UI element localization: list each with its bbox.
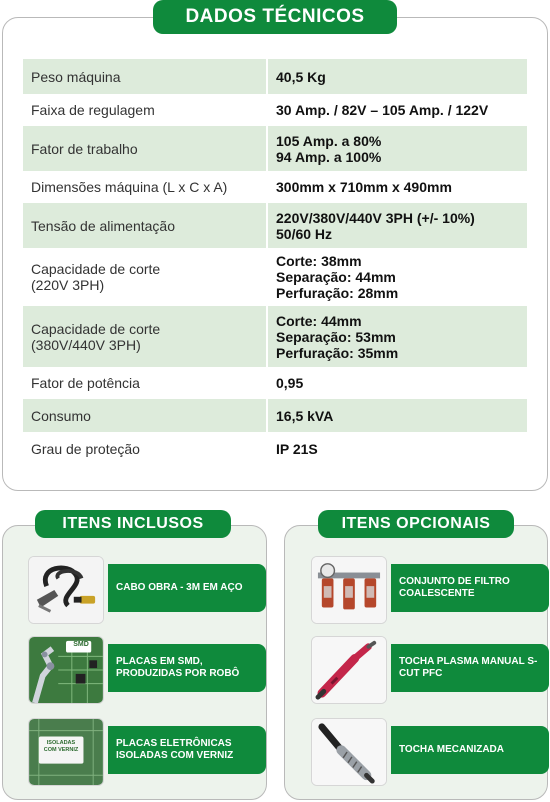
spec-label: Peso máquina	[23, 59, 267, 94]
spec-label: Capacidade de corte (380V/440V 3PH)	[23, 306, 267, 367]
included-item-label: CABO OBRA - 3M EM AÇO	[108, 564, 266, 612]
spec-row	[23, 126, 527, 171]
optional-section-title: ITENS OPCIONAIS	[318, 510, 514, 538]
spec-label: Capacidade de corte (220V 3PH)	[31, 261, 161, 293]
spec-value: 0,95	[267, 367, 527, 399]
optional-item-label: TOCHA PLASMA MANUAL S-CUT PFC	[391, 644, 549, 692]
included-section-title: ITENS INCLUSOS	[35, 510, 231, 538]
ground-cable-clamp-icon	[28, 556, 104, 624]
smd-image-text: SMD	[73, 641, 89, 648]
spec-label: Fator de trabalho	[23, 126, 267, 171]
optional-panel	[284, 525, 548, 800]
spec-value: 300mm x 710mm x 490mm	[267, 171, 527, 203]
spec-value: Corte: 44mm Separação: 53mm Perfuração: 35mm	[267, 306, 527, 367]
spec-label: Faixa de regulagem	[31, 102, 155, 118]
optional-item-label: CONJUNTO DE FILTRO COALESCENTE	[391, 564, 549, 612]
included-item-label: PLACAS ELETRÔNICAS ISOLADAS COM VERNIZ	[108, 726, 266, 774]
manual-plasma-torch-icon	[311, 636, 387, 704]
spec-row	[23, 367, 527, 399]
spec-label: Fator de potência	[31, 375, 140, 391]
spec-value: 16,5 kVA	[267, 399, 527, 432]
spec-label: Dimensões máquina (L x C x A)	[31, 179, 228, 195]
smd-robot-board-icon	[28, 636, 104, 704]
spec-label: Consumo	[23, 399, 267, 432]
spec-value: 40,5 Kg	[267, 59, 527, 94]
included-panel	[2, 525, 267, 800]
spec-label: Tensão de alimentação	[23, 203, 267, 248]
spec-table	[23, 59, 527, 465]
spec-row	[23, 94, 527, 126]
spec-value: Corte: 38mm Separação: 44mm Perfuração: 28mm	[267, 248, 527, 306]
spec-value: 220V/380V/440V 3PH (+/- 10%) 50/60 Hz	[267, 203, 527, 248]
spec-row	[23, 306, 527, 367]
spec-row	[23, 399, 527, 432]
spec-value: 105 Amp. a 80% 94 Amp. a 100%	[267, 126, 527, 171]
varnish-image-text: ISOLADAS COM VERNIZ	[43, 740, 79, 753]
machine-torch-icon	[311, 718, 387, 786]
spec-row	[23, 203, 527, 248]
spec-value: IP 21S	[267, 432, 527, 465]
included-item-label: PLACAS EM SMD, PRODUZIDAS POR ROBÔ	[108, 644, 266, 692]
coalescent-filter-icon	[311, 556, 387, 624]
spec-row	[23, 59, 527, 94]
spec-section-title: DADOS TÉCNICOS	[153, 0, 397, 34]
spec-value: 30 Amp. / 82V – 105 Amp. / 122V	[267, 94, 527, 126]
spec-row	[23, 432, 527, 465]
spec-label: Grau de proteção	[31, 440, 140, 457]
optional-item-label: TOCHA MECANIZADA	[391, 726, 549, 774]
spec-row	[23, 248, 527, 306]
spec-row	[23, 171, 527, 203]
